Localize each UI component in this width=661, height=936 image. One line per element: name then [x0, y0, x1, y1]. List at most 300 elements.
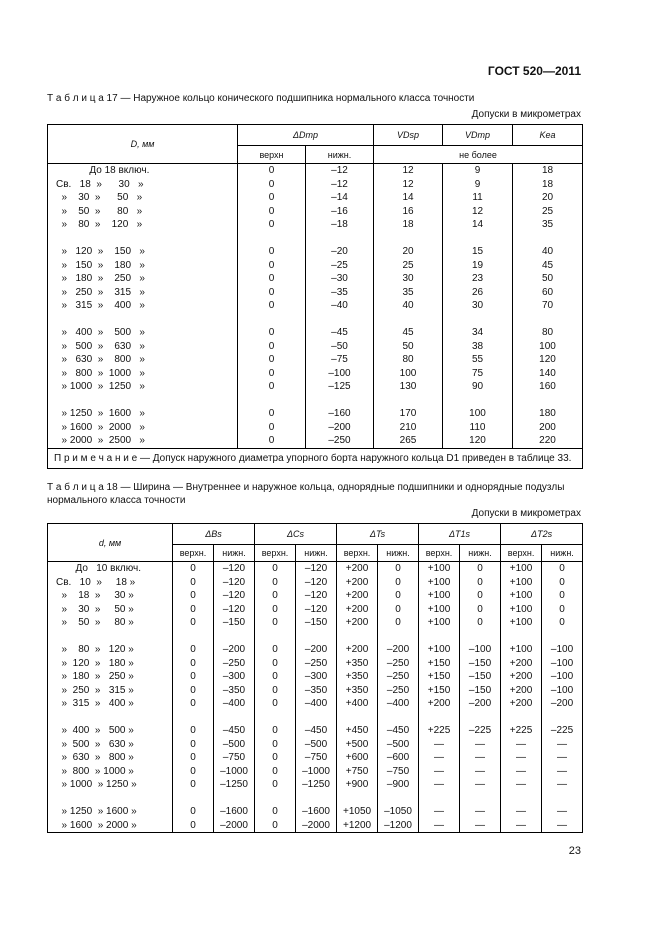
table17-cell: » 50 » 80 » [48, 205, 238, 219]
table18-cell: –2000 [214, 819, 255, 833]
table17-cell: 9 [443, 164, 513, 178]
table18-header-d: d, мм [48, 524, 173, 562]
table18-cell: 0 [255, 616, 296, 630]
table18-cell: +350 [337, 684, 378, 698]
table18-header-bs: ΔBs [173, 524, 255, 545]
table17-header-upper: верхн [238, 146, 306, 164]
table18-cell: — [419, 765, 460, 779]
table17-group-spacer [48, 232, 583, 246]
table17-cell: 0 [238, 353, 306, 367]
table17-cell: –75 [306, 353, 374, 367]
table18-cell: –1250 [214, 778, 255, 792]
table18-cell: » 50 » 80 » [48, 616, 173, 630]
table18-cell: 0 [255, 724, 296, 738]
table18-cell: — [501, 819, 542, 833]
table17-cell: 12 [374, 178, 443, 192]
table18-cell: +350 [337, 670, 378, 684]
table18-cell: 0 [173, 805, 214, 819]
table17-cell: 100 [374, 367, 443, 381]
table17-cell: 0 [238, 272, 306, 286]
table18-header-t1s: ΔT1s [419, 524, 501, 545]
table17-cell: 20 [513, 191, 583, 205]
table17-row [48, 191, 583, 205]
table17-note: П р и м е ч а н и е — Допуск наружного диаметра упорного борта наружного кольца D1 приведен в таблице 33. [48, 448, 583, 469]
table18-cell: +200 [337, 576, 378, 590]
table18-header-lower: нижн. [296, 545, 337, 562]
table17-cell: 0 [238, 205, 306, 219]
table18-cell: 0 [255, 778, 296, 792]
table18-header-cs: ΔCs [255, 524, 337, 545]
table18-caption: Т а б л и ц а 18 — Ширина — Внутреннее и наружное кольца, однорядные подшипники и однорядные подузлы нормального класса точности [47, 482, 565, 506]
table17-header-d: D, мм [48, 125, 238, 164]
table17-cell: 0 [238, 434, 306, 448]
table18-cell: +150 [419, 670, 460, 684]
table17-cell: 0 [238, 259, 306, 273]
table18-cell: — [542, 765, 583, 779]
table18-cell: +100 [419, 589, 460, 603]
table18-cell: –350 [296, 684, 337, 698]
table17-cell: 0 [238, 178, 306, 192]
table18-cell: — [501, 751, 542, 765]
table18-cell: — [460, 738, 501, 752]
table17-row [48, 259, 583, 273]
table18-cell: — [542, 751, 583, 765]
table18-cell: +200 [501, 697, 542, 711]
table18-cell: +200 [501, 670, 542, 684]
table18-cell: +600 [337, 751, 378, 765]
table18-cell: 0 [173, 589, 214, 603]
table17-cell: 0 [238, 299, 306, 313]
table18-cell: 0 [542, 562, 583, 576]
table18-cell: 0 [173, 765, 214, 779]
table18-cell: +100 [501, 562, 542, 576]
table18-cell: — [542, 778, 583, 792]
table18-cell: 0 [173, 576, 214, 590]
table17-cell: 70 [513, 299, 583, 313]
table17-group-spacer [48, 394, 583, 408]
table18-cell: » 30 » 50 » [48, 603, 173, 617]
table18-group-spacer [48, 711, 583, 725]
table18-row [48, 819, 583, 833]
table17-cell: 35 [513, 218, 583, 232]
table18-cell: –450 [378, 724, 419, 738]
table17-row [48, 434, 583, 448]
table17-cell: 180 [513, 407, 583, 421]
table17-header-max: не более [374, 146, 583, 164]
table17-cell: –14 [306, 191, 374, 205]
table18-cell: –120 [296, 589, 337, 603]
table18-cell: –120 [296, 603, 337, 617]
table18-cell: » 120 » 180 » [48, 657, 173, 671]
table18-cell: –120 [214, 562, 255, 576]
table17-cell: –35 [306, 286, 374, 300]
table18-cell: –150 [214, 616, 255, 630]
table18-cell: –1000 [296, 765, 337, 779]
table18-cell: 0 [173, 657, 214, 671]
table18-cell: +100 [501, 643, 542, 657]
table17-cell: 0 [238, 421, 306, 435]
table17-header-kea: Kea [513, 125, 583, 146]
table17-cell: –125 [306, 380, 374, 394]
table18-row [48, 738, 583, 752]
table17-cell: 140 [513, 367, 583, 381]
table18-cell: –1050 [378, 805, 419, 819]
table18-cell: 0 [460, 562, 501, 576]
table17 [47, 124, 583, 469]
table18-cell: 0 [173, 724, 214, 738]
table18-cell: — [419, 738, 460, 752]
table17-cell: 50 [374, 340, 443, 354]
table18-cell: –600 [378, 751, 419, 765]
table18-cell: +100 [419, 616, 460, 630]
table18-cell: — [419, 778, 460, 792]
table18-cell: » 400 » 500 » [48, 724, 173, 738]
table17-cell: » 180 » 250 » [48, 272, 238, 286]
table18-cell: » 500 » 630 » [48, 738, 173, 752]
table18-cell: –150 [460, 657, 501, 671]
table17-cell: –18 [306, 218, 374, 232]
table18-cell: –500 [214, 738, 255, 752]
standard-number: ГОСТ 520—2011 [487, 64, 581, 78]
table18-cell: –200 [542, 697, 583, 711]
table17-row [48, 421, 583, 435]
table18-cell: –100 [542, 657, 583, 671]
table18-cell: 0 [542, 576, 583, 590]
table17-cell: –30 [306, 272, 374, 286]
table18-cell: –1000 [214, 765, 255, 779]
table17-cell: –160 [306, 407, 374, 421]
table18-row [48, 684, 583, 698]
table18-cell: 0 [542, 603, 583, 617]
table17-cell: 16 [374, 205, 443, 219]
table18-cell: » 315 » 400 » [48, 697, 173, 711]
table18 [47, 523, 583, 833]
table17-cell: 80 [513, 326, 583, 340]
table18-header-upper: верхн. [173, 545, 214, 562]
table17-cell: 19 [443, 259, 513, 273]
table17-cell: 0 [238, 407, 306, 421]
table18-header-lower: нижн. [214, 545, 255, 562]
table18-cell: 0 [378, 616, 419, 630]
table18-cell: –750 [296, 751, 337, 765]
table17-cell: –25 [306, 259, 374, 273]
table17-cell: –250 [306, 434, 374, 448]
table18-cell: –250 [378, 670, 419, 684]
table18-cell: +200 [337, 616, 378, 630]
table17-cell: 30 [374, 272, 443, 286]
table18-cell: 0 [173, 603, 214, 617]
table18-group-spacer [48, 630, 583, 644]
table17-cell: 40 [513, 245, 583, 259]
table18-row [48, 616, 583, 630]
table18-cell: 0 [255, 684, 296, 698]
table17-cell: » 1600 » 2000 » [48, 421, 238, 435]
table17-cell: 35 [374, 286, 443, 300]
table18-cell: 0 [378, 589, 419, 603]
table18-cell: 0 [255, 589, 296, 603]
table18-cell: –120 [214, 576, 255, 590]
table17-row [48, 245, 583, 259]
table18-cell: –150 [460, 684, 501, 698]
table18-header-lower: нижн. [542, 545, 583, 562]
table18-cell: +200 [501, 657, 542, 671]
table18-cell: –450 [296, 724, 337, 738]
table18-cell: 0 [255, 738, 296, 752]
table17-cell: » 1250 » 1600 » [48, 407, 238, 421]
table18-cell: 0 [255, 765, 296, 779]
table18-cell: 0 [255, 562, 296, 576]
table17-cell: –200 [306, 421, 374, 435]
table17-cell: 100 [443, 407, 513, 421]
table18-cell: –400 [378, 697, 419, 711]
table17-cell: 14 [374, 191, 443, 205]
page-number: 23 [568, 845, 581, 857]
table18-row [48, 589, 583, 603]
table17-header-delta: ΔDmp [238, 125, 374, 146]
table17-cell: 9 [443, 178, 513, 192]
table18-cell: » 250 » 315 » [48, 684, 173, 698]
table18-cell: +750 [337, 765, 378, 779]
table17-cell: 0 [238, 191, 306, 205]
table18-cell: +400 [337, 697, 378, 711]
table18-cell: –250 [214, 657, 255, 671]
table17-row [48, 407, 583, 421]
table17-cell: 0 [238, 245, 306, 259]
table17-row [48, 326, 583, 340]
table17-cell: 0 [238, 340, 306, 354]
table17-row [48, 164, 583, 178]
table17-cell: 20 [374, 245, 443, 259]
table18-cell: — [460, 819, 501, 833]
table18-cell: +900 [337, 778, 378, 792]
table18-cell: » 80 » 120 » [48, 643, 173, 657]
table18-row [48, 657, 583, 671]
table18-cell: +200 [419, 697, 460, 711]
table17-cell: 25 [513, 205, 583, 219]
table18-cell: 0 [255, 603, 296, 617]
table17-cell: 0 [238, 218, 306, 232]
table17-header-vdsp: VDsp [374, 125, 443, 146]
table17-cell: До 18 включ. [48, 164, 238, 178]
table18-cell: +100 [501, 616, 542, 630]
table18-cell: +450 [337, 724, 378, 738]
table17-cell: 23 [443, 272, 513, 286]
table17-cell: » 250 » 315 » [48, 286, 238, 300]
table17-cell: –50 [306, 340, 374, 354]
table18-cell: — [501, 738, 542, 752]
table18-row [48, 724, 583, 738]
table17-row [48, 218, 583, 232]
table18-cell: » 1250 » 1600 » [48, 805, 173, 819]
table18-cell: — [419, 805, 460, 819]
table18-cell: +225 [419, 724, 460, 738]
table18-group-spacer [48, 792, 583, 806]
table18-cell: — [501, 805, 542, 819]
table18-cell: — [419, 819, 460, 833]
table18-cell: +200 [337, 643, 378, 657]
table18-cell: –120 [214, 603, 255, 617]
table18-cell: –250 [378, 657, 419, 671]
table18-cell: — [460, 805, 501, 819]
table18-cell: –120 [214, 589, 255, 603]
table18-cell: 0 [173, 778, 214, 792]
table18-cell: До 10 включ. [48, 562, 173, 576]
table18-cell: +100 [419, 562, 460, 576]
table17-cell: –100 [306, 367, 374, 381]
table18-cell: 0 [173, 819, 214, 833]
table17-group-spacer [48, 313, 583, 327]
table18-header-upper: верхн. [419, 545, 460, 562]
table18-cell: +100 [501, 589, 542, 603]
table18-cell: — [460, 751, 501, 765]
table18-cell: » 800 » 1000 » [48, 765, 173, 779]
table18-cell: +100 [419, 603, 460, 617]
table18-cell: –250 [378, 684, 419, 698]
table18-cell: 0 [460, 603, 501, 617]
table17-cell: 45 [513, 259, 583, 273]
table17-row [48, 178, 583, 192]
table18-cell: –200 [296, 643, 337, 657]
table18-row [48, 765, 583, 779]
table17-cell: » 800 » 1000 » [48, 367, 238, 381]
table17-cell: –16 [306, 205, 374, 219]
table17-cell: 0 [238, 164, 306, 178]
table18-cell: 0 [173, 562, 214, 576]
table18-cell: +500 [337, 738, 378, 752]
table18-header-lower: нижн. [460, 545, 501, 562]
table17-cell: 15 [443, 245, 513, 259]
table18-cell: –1200 [378, 819, 419, 833]
table17-header-vdmp: VDmp [443, 125, 513, 146]
table17-cell: –12 [306, 164, 374, 178]
table17-cell: 55 [443, 353, 513, 367]
table17-cell: » 80 » 120 » [48, 218, 238, 232]
table18-cell: 0 [173, 684, 214, 698]
table17-cell: 220 [513, 434, 583, 448]
table18-header-t2s: ΔT2s [501, 524, 583, 545]
table18-cell: +200 [337, 603, 378, 617]
table18-cell: –100 [542, 643, 583, 657]
table18-row [48, 751, 583, 765]
table18-row [48, 778, 583, 792]
table18-header-ts: ΔTs [337, 524, 419, 545]
table17-cell: 14 [443, 218, 513, 232]
table18-cell: –100 [460, 643, 501, 657]
table18-cell: –750 [378, 765, 419, 779]
table18-cell: –500 [378, 738, 419, 752]
table17-cell: 0 [238, 367, 306, 381]
table17-cell: 18 [374, 218, 443, 232]
table17-cell: 40 [374, 299, 443, 313]
table18-cell: –100 [542, 670, 583, 684]
table17-cell: 0 [238, 286, 306, 300]
table17-row [48, 205, 583, 219]
table17-cell: 110 [443, 421, 513, 435]
table17-cell: 38 [443, 340, 513, 354]
table17-row [48, 353, 583, 367]
table17-cell: 75 [443, 367, 513, 381]
table17-cell: 26 [443, 286, 513, 300]
table18-header-upper: верхн. [337, 545, 378, 562]
table18-row [48, 562, 583, 576]
table18-cell: — [542, 805, 583, 819]
table17-cell: 0 [238, 380, 306, 394]
table18-cell: +100 [419, 643, 460, 657]
table17-cell: » 2000 » 2500 » [48, 434, 238, 448]
table18-cell: 0 [378, 603, 419, 617]
table17-row [48, 299, 583, 313]
table18-cell: –120 [296, 576, 337, 590]
table18-cell: –250 [296, 657, 337, 671]
table18-cell: — [501, 778, 542, 792]
table17-cell: Св. 18 » 30 » [48, 178, 238, 192]
table17-header-lower: нижн. [306, 146, 374, 164]
table17-cell: 100 [513, 340, 583, 354]
table17-cell: –40 [306, 299, 374, 313]
table18-cell: –150 [460, 670, 501, 684]
table17-cell: 0 [238, 326, 306, 340]
table17-row [48, 272, 583, 286]
table17-cell: » 1000 » 1250 » [48, 380, 238, 394]
table17-cell: » 400 » 500 » [48, 326, 238, 340]
table18-cell: +200 [501, 684, 542, 698]
table17-cell: » 630 » 800 » [48, 353, 238, 367]
table18-cell: 0 [255, 643, 296, 657]
table18-cell: » 180 » 250 » [48, 670, 173, 684]
table18-cell: 0 [255, 670, 296, 684]
table18-cell: — [501, 765, 542, 779]
table17-cell: » 30 » 50 » [48, 191, 238, 205]
table17-cell: 45 [374, 326, 443, 340]
table18-cell: –400 [214, 697, 255, 711]
table17-cell: 265 [374, 434, 443, 448]
table18-cell: 0 [255, 657, 296, 671]
table17-cell: 80 [374, 353, 443, 367]
table18-cell: +100 [501, 576, 542, 590]
table18-cell: –750 [214, 751, 255, 765]
table17-cell: 18 [513, 178, 583, 192]
table17-row [48, 367, 583, 381]
table18-cell: 0 [255, 819, 296, 833]
table17-cell: 30 [443, 299, 513, 313]
table18-cell: 0 [173, 616, 214, 630]
table18-cell: 0 [173, 670, 214, 684]
table18-cell: 0 [542, 589, 583, 603]
table18-cell: –450 [214, 724, 255, 738]
table18-cell: » 1000 » 1250 » [48, 778, 173, 792]
table18-cell: 0 [255, 805, 296, 819]
table17-cell: 12 [443, 205, 513, 219]
table18-cell: 0 [255, 576, 296, 590]
table18-cell: » 630 » 800 » [48, 751, 173, 765]
table17-cell: » 150 » 180 » [48, 259, 238, 273]
table18-cell: –500 [296, 738, 337, 752]
table18-cell: +225 [501, 724, 542, 738]
table18-cell: 0 [255, 751, 296, 765]
table17-cell: 34 [443, 326, 513, 340]
table18-cell: — [419, 751, 460, 765]
table18-cell: +200 [337, 589, 378, 603]
table18-cell: — [542, 738, 583, 752]
table17-cell: » 500 » 630 » [48, 340, 238, 354]
table18-cell: 0 [173, 697, 214, 711]
table17-row [48, 286, 583, 300]
table18-cell: +350 [337, 657, 378, 671]
table17-row [48, 380, 583, 394]
table18-cell: 0 [173, 643, 214, 657]
table17-cell: 50 [513, 272, 583, 286]
table18-cell: +100 [419, 576, 460, 590]
